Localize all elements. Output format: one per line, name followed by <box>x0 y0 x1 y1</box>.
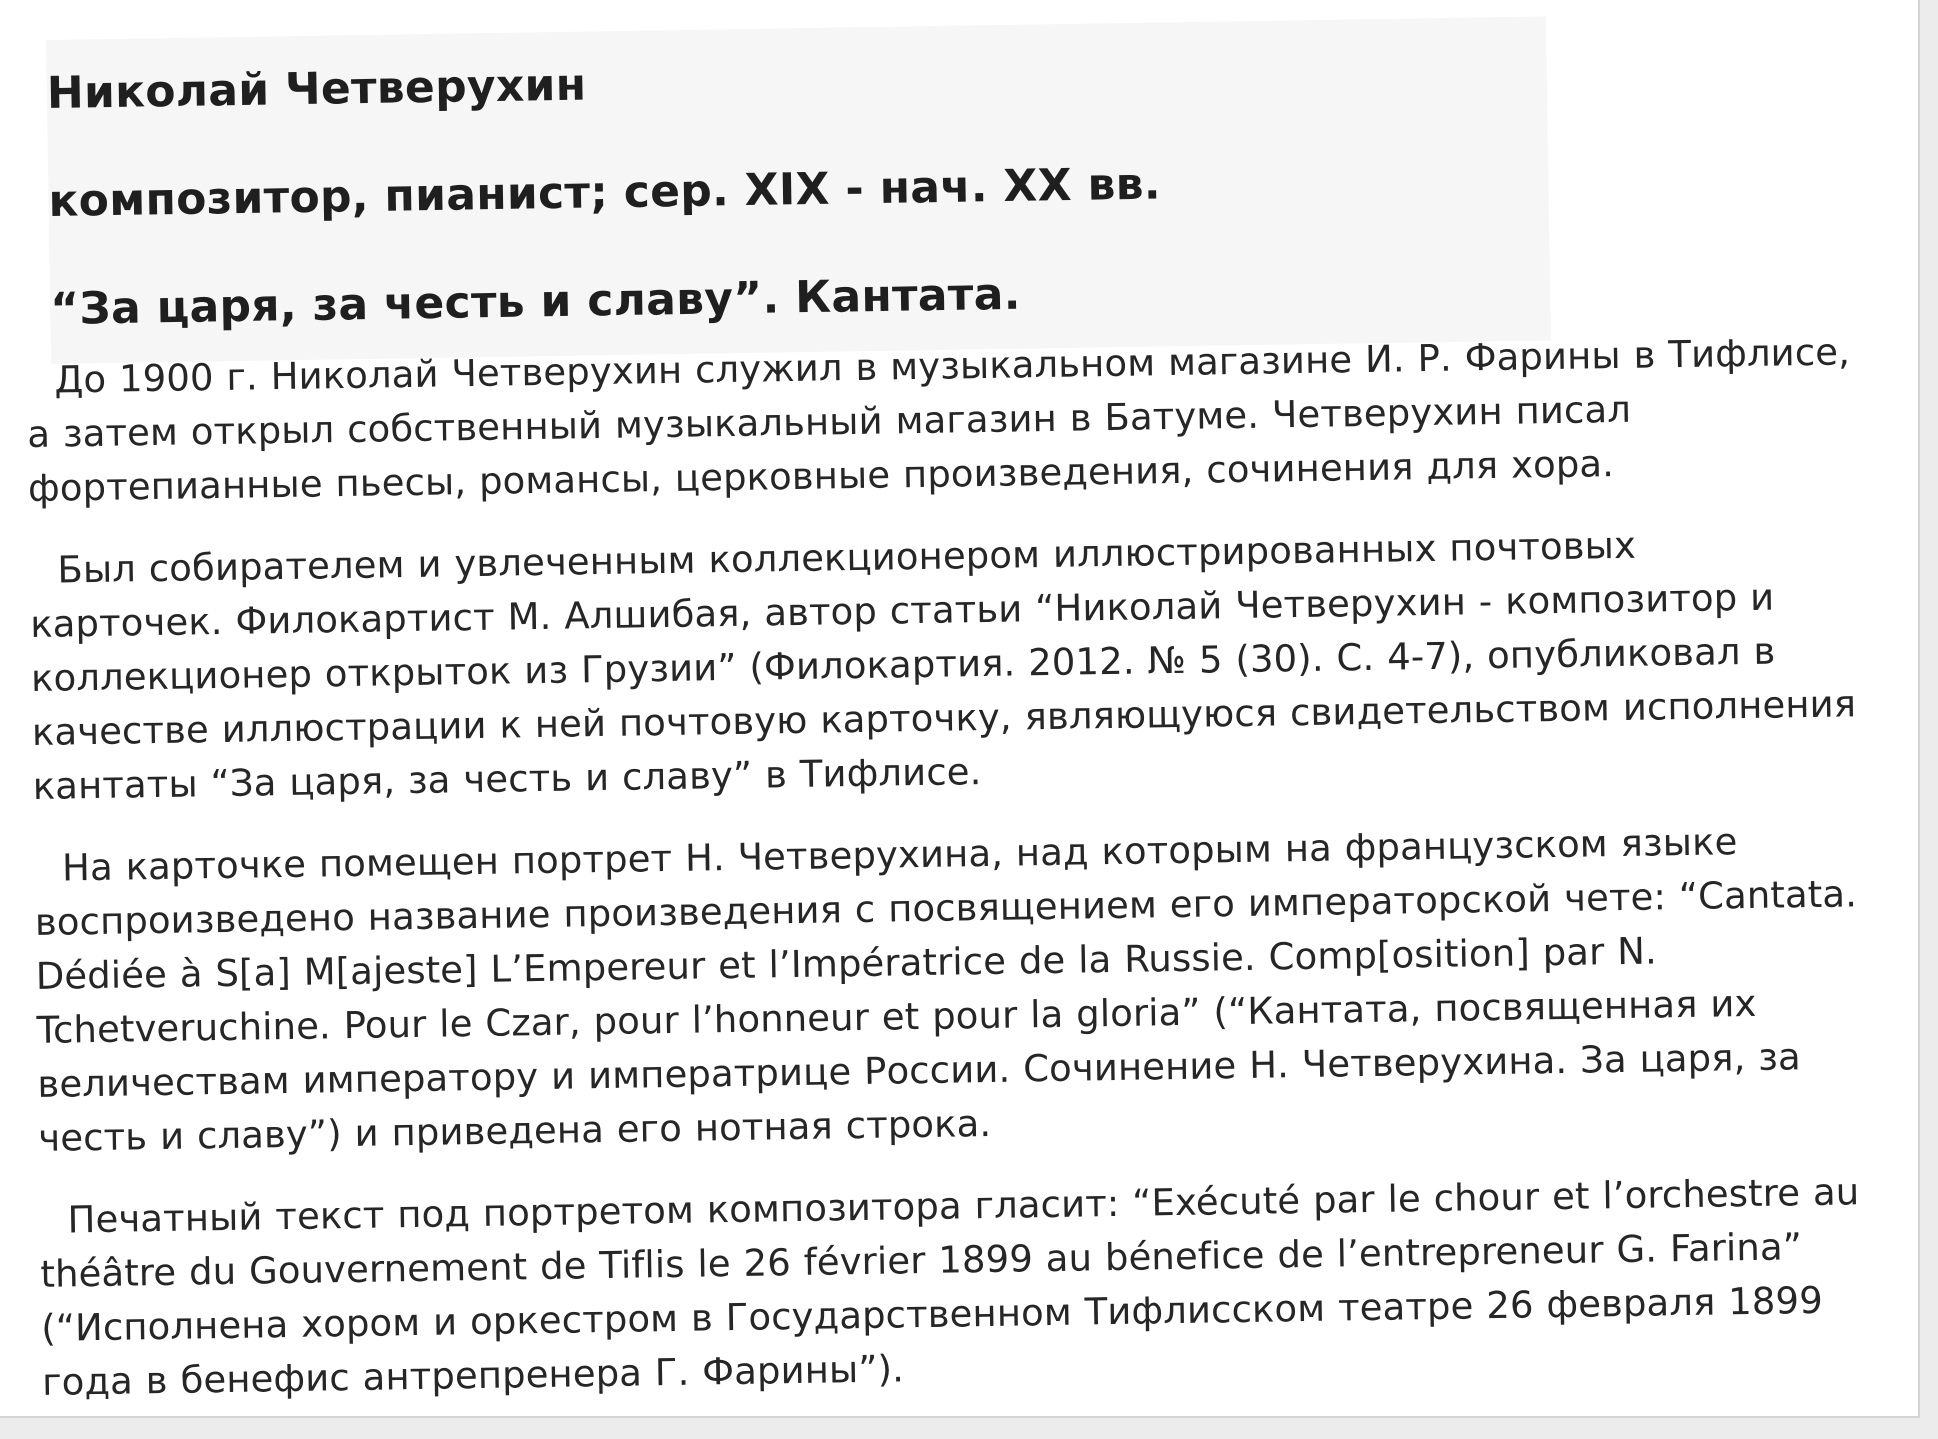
paragraph-collector <box>29 514 1920 814</box>
paragraph-biography <box>26 324 1918 516</box>
text-line: качестве иллюстрации к ней почтовую карточку, являющуюся свидетельством исполнения <box>31 682 1857 754</box>
text-line: кантаты “За царя, за честь и славу” в Тифлисе. <box>32 750 982 808</box>
text-line: а затем открыл собственный музыкальный магазин в Батуме. Четверухин писал <box>26 387 1632 456</box>
text-line: воспроизведено название произведения с посвящением его императорской чете: “Cantata. <box>34 872 1858 944</box>
paragraph-printed-text <box>39 1164 1920 1410</box>
text-line: Tchetveruchine. Pour le Czar, pour l’honneur et pour la gloria” (“Кантата, посвященная их <box>36 981 1757 1052</box>
text-line: года в бенефис антрепренера Г. Фарины”). <box>41 1347 905 1404</box>
text-line: величествам императору и императрице России. Сочинение Н. Четверухина. За царя, за <box>37 1035 1802 1106</box>
text-line: фортепианные пьесы, романсы, церковные произведения, сочинения для хора. <box>27 442 1615 510</box>
text-line: théâtre du Gouvernement de Tiflis le 26 février 1899 au bénefice de l’entrepreneur G. Farina” <box>40 1225 1803 1296</box>
composer-name: Николай Четверухин <box>46 59 587 119</box>
text-line: На карточке помещен портрет Н. Четверухина, над которым на французском языке <box>61 820 1738 890</box>
text-line: (“Исполнена хором и оркестром в Государственном Тифлисском театре 26 февраля 1899 <box>40 1278 1824 1350</box>
composer-occupation: композитор, пианист; сер. XIX - нач. XX вв. <box>48 158 1162 227</box>
work-title: “За царя, за честь и славу”. Кантата. <box>49 268 1022 335</box>
text-line: коллекционер открыток из Грузии” (Филокартия. 2012. № 5 (30). С. 4-7), опубликовал в <box>30 629 1776 700</box>
text-line: До 1900 г. Николай Четверухин служил в музыкальном магазине И. Р. Фарины в Тифлисе, <box>54 330 1851 402</box>
text-line: Печатный текст под портретом композитора гласит: “Exécuté par le chour et l’orchestre au <box>67 1170 1860 1242</box>
text-line: Был собирателем и увлеченным коллекционером иллюстрированных почтовых <box>57 523 1637 592</box>
text-line: честь и славу”) и приведена его нотная строка. <box>37 1101 992 1160</box>
text-line: Dédiée à S[a] M[ajeste] L’Empereur et l’Impératrice de la Russie. Comp[osition] par N. <box>35 929 1658 998</box>
text-line: карточек. Филокартист М. Алшибая, автор статьи “Николай Четверухин - композитор и <box>29 575 1775 646</box>
document-header <box>46 16 1551 364</box>
paragraph-postcard <box>34 812 1920 1166</box>
document-body <box>26 324 1920 1418</box>
